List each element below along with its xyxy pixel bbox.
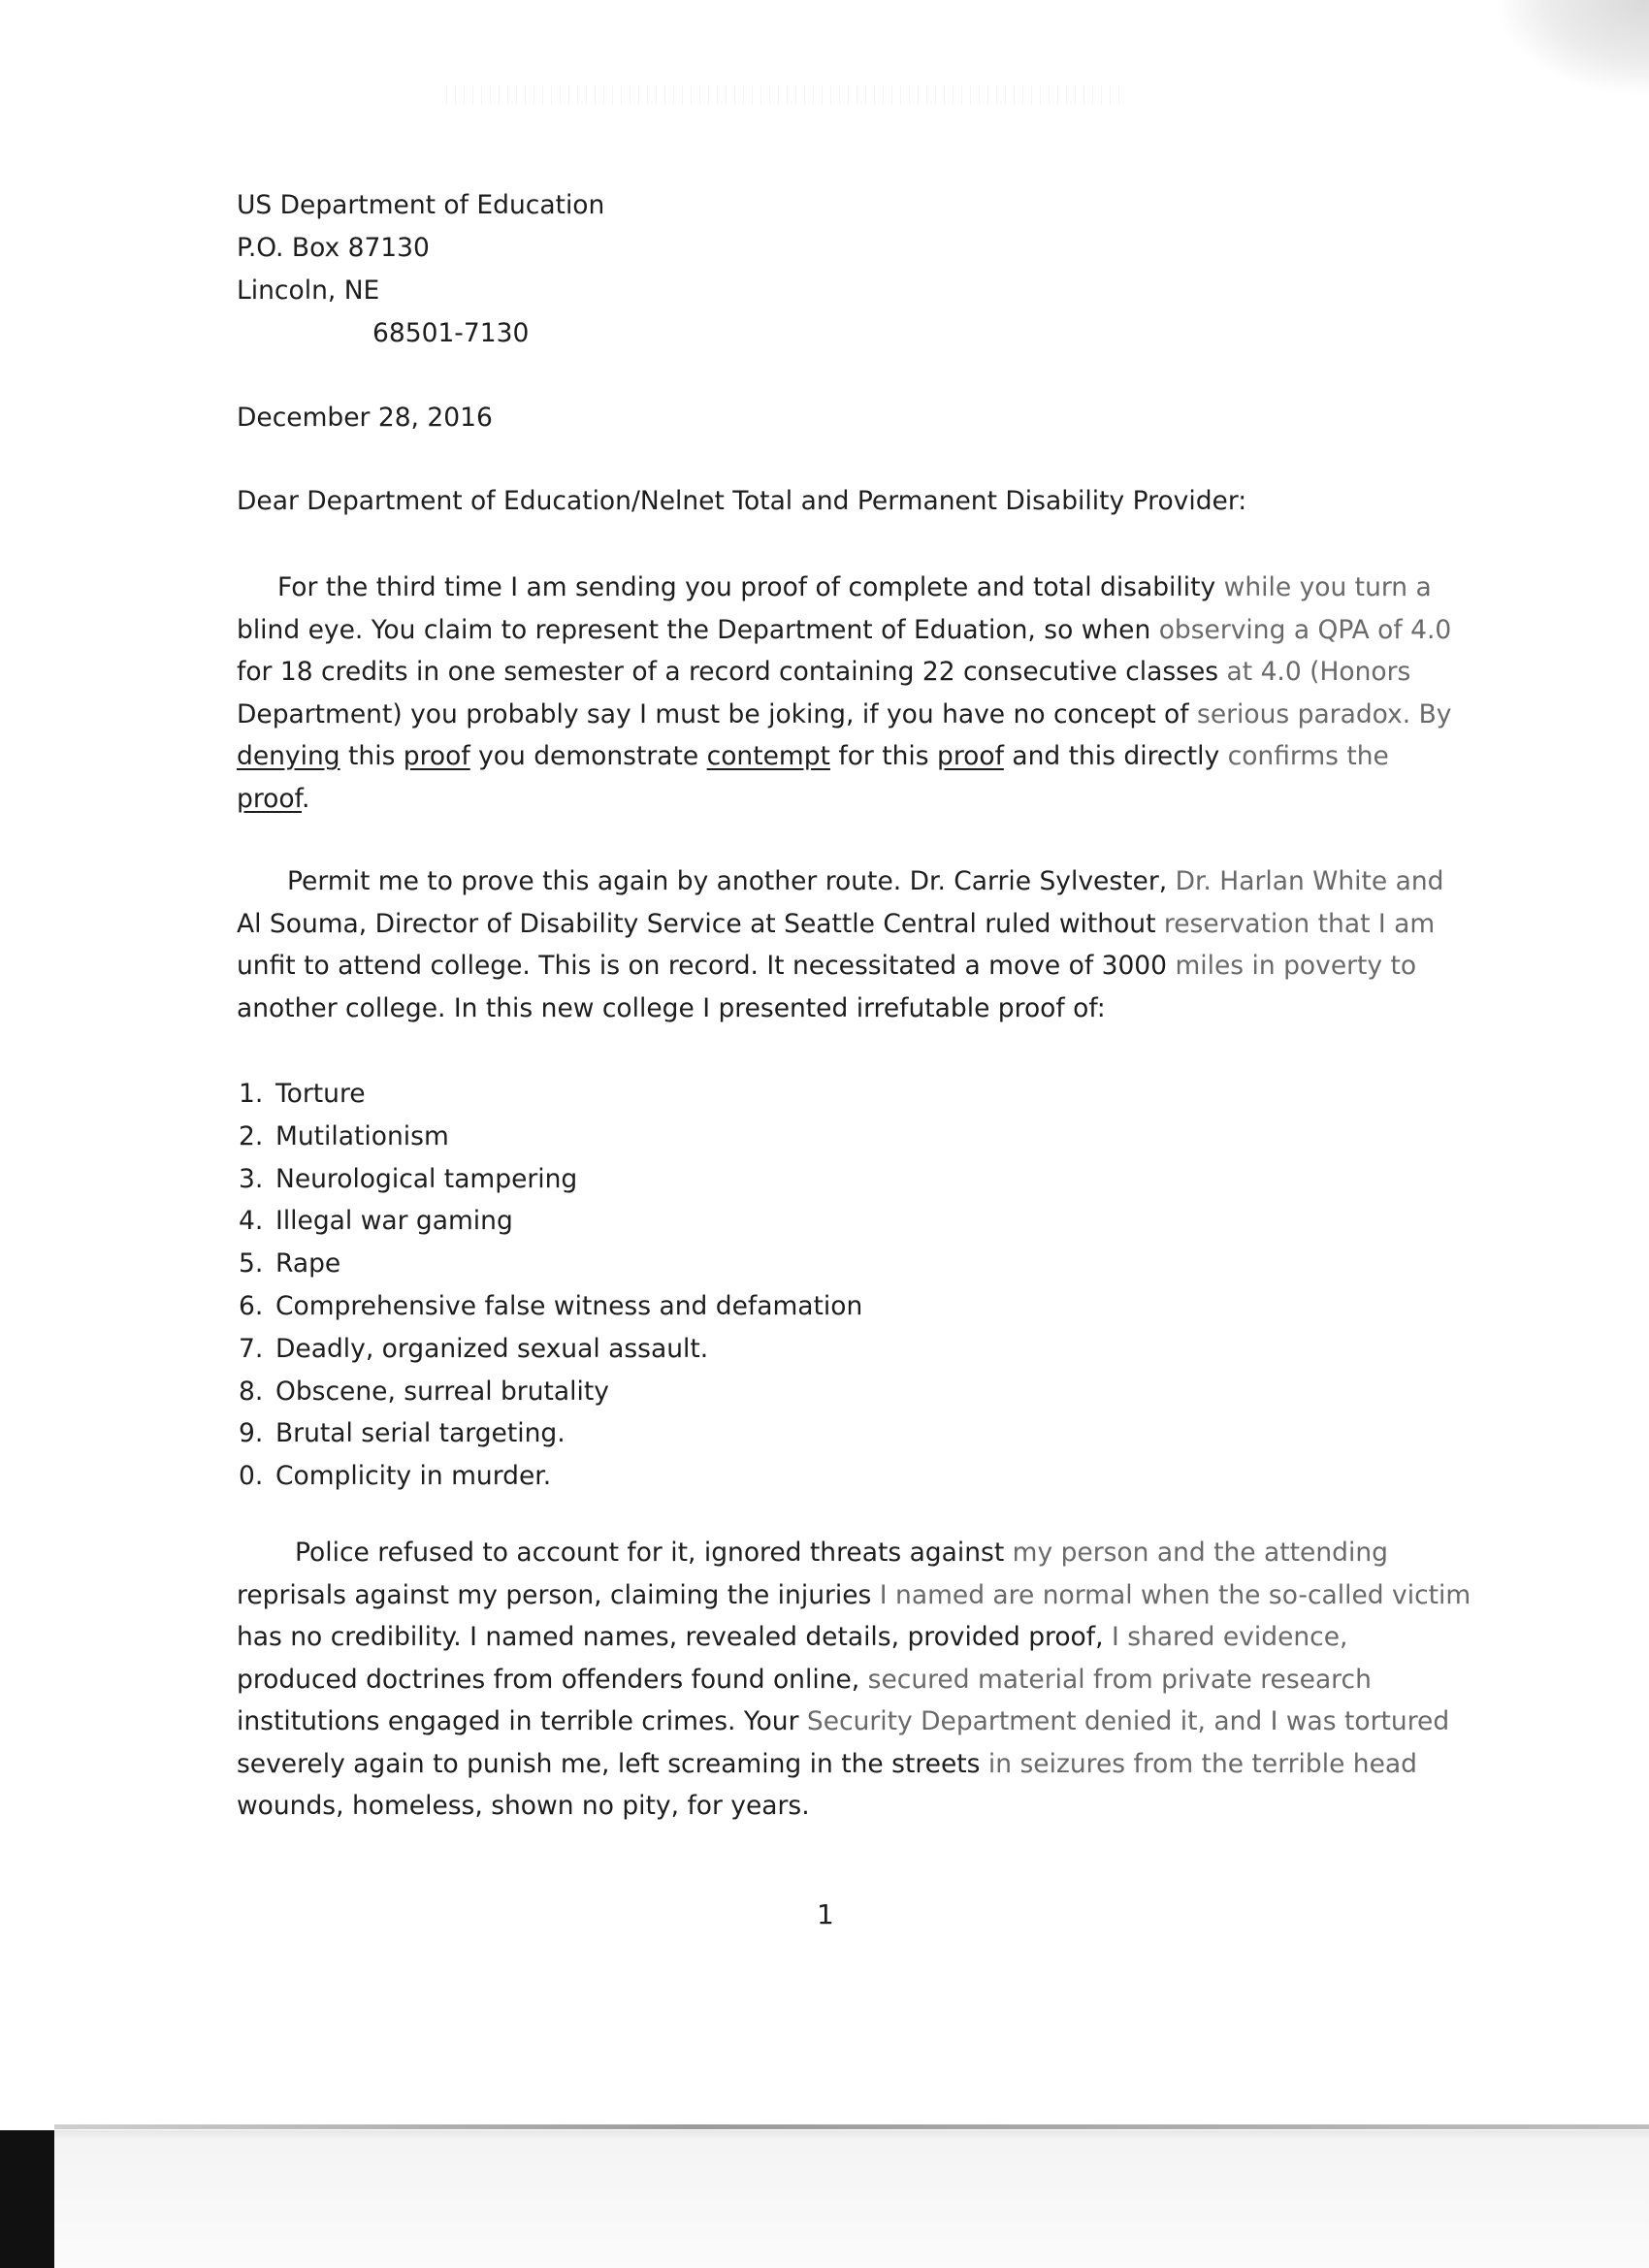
text-span: reprisals against my person, claiming the injuries: [237, 1579, 880, 1610]
list-item-number: 2.: [239, 1120, 264, 1151]
list-item-text: Neurological tampering: [275, 1163, 578, 1194]
faded-text-span: secured material from private research: [867, 1664, 1372, 1695]
list-item: [239, 1377, 862, 1419]
list-item-text: Torture: [275, 1079, 366, 1109]
list-item: [239, 1291, 862, 1334]
paragraph-2-line: [237, 951, 1444, 993]
recipient-po-box: P.O. Box 87130: [237, 233, 430, 263]
underlined-word-proof: proof: [937, 741, 1004, 771]
list-item-number: 9.: [239, 1418, 264, 1449]
paragraph-3: [237, 1538, 1471, 1833]
text-span: blind eye. You claim to represent the Department of Eduation, so when: [237, 614, 1159, 645]
text-span: severely again to punish me, left screaming in the streets: [237, 1748, 988, 1779]
paragraph-2-line: [237, 993, 1444, 1036]
faded-text-span: observing a QPA of 4.0: [1158, 614, 1452, 645]
list-item: [239, 1121, 862, 1164]
faded-text-span: miles in poverty to: [1175, 951, 1417, 981]
recipient-city-state: Lincoln, NE: [237, 275, 380, 306]
list-item-number: 6.: [239, 1290, 264, 1321]
letter-date: December 28, 2016: [237, 403, 493, 433]
faded-text-span: confirms the: [1227, 741, 1389, 771]
list-item: [239, 1418, 862, 1461]
scan-corner-shadow: [1494, 0, 1649, 97]
text-span: institutions engaged in terrible crimes. Your: [237, 1706, 807, 1736]
list-item-text: Brutal serial targeting.: [275, 1418, 566, 1449]
paragraph-2-line: [237, 866, 1444, 909]
faded-text-span: serious paradox. By: [1197, 698, 1452, 729]
list-item-number: 7.: [239, 1333, 264, 1364]
paragraph-3-line: [237, 1538, 1471, 1580]
text-span: for 18 credits in one semester of a record containing 22 consecutive classes: [237, 657, 1227, 687]
paragraph-3-line: [237, 1622, 1471, 1665]
underlined-word-contempt: contempt: [706, 741, 830, 771]
text-span: Department) you probably say I must be joking, if you have no concept of: [237, 698, 1198, 729]
underlined-word-proof: proof: [237, 783, 302, 814]
list-item-text: Comprehensive false witness and defamation: [275, 1290, 863, 1321]
paragraph-1-line: [237, 699, 1451, 742]
text-span: unfit to attend college. This is on record. It necessitated a move of 3000: [237, 951, 1176, 981]
paragraph-3-line: [237, 1665, 1471, 1707]
underlined-word-denying: denying: [237, 741, 340, 771]
scan-noise: [446, 85, 1125, 105]
faded-text-span: while you turn a: [1215, 572, 1432, 602]
scanner-bed: [0, 2130, 1649, 2268]
paragraph-1: [237, 572, 1451, 826]
list-item: [239, 1079, 862, 1121]
text-span: this: [340, 741, 404, 771]
faded-text-span: I shared evidence,: [1111, 1622, 1348, 1652]
text-span: Police refused to account for it, ignored threats against: [295, 1538, 1013, 1568]
list-item-number: 1.: [239, 1079, 264, 1109]
page-number: 1: [817, 1898, 834, 1930]
list-item-text: Deadly, organized sexual assault.: [275, 1333, 709, 1364]
text-span: Permit me to prove this again by another route. Dr. Carrie Sylvester,: [287, 866, 1176, 896]
list-item: [239, 1248, 862, 1291]
list-item: [239, 1206, 862, 1248]
faded-text-span: at 4.0 (Honors: [1226, 657, 1411, 687]
text-span: .: [301, 783, 310, 814]
list-item-number: 5.: [239, 1248, 264, 1280]
list-item-number: 8.: [239, 1376, 264, 1407]
paragraph-1-line: [237, 784, 1451, 826]
paragraph-3-line: [237, 1580, 1471, 1623]
paragraph-2-line: [237, 909, 1444, 952]
text-span: Al Souma, Director of Disability Service at Seattle Central ruled without: [237, 908, 1164, 939]
paragraph-2: [237, 866, 1444, 1035]
text-span: and this directly: [1003, 741, 1228, 771]
faded-text-span: reservation that I am: [1163, 908, 1436, 939]
list-item: [239, 1461, 862, 1504]
recipient-zip: 68501-7130: [372, 318, 530, 348]
faded-text-span: Dr. Harlan White and: [1175, 866, 1444, 896]
text-span: wounds, homeless, shown no pity, for years.: [237, 1791, 810, 1821]
paragraph-1-line: [237, 615, 1451, 658]
list-item-text: Rape: [275, 1248, 341, 1280]
recipient-address: [237, 190, 604, 361]
faded-text-span: Security Department denied it, and I was tortured: [806, 1706, 1450, 1736]
scanner-lid-edge: [0, 2130, 54, 2268]
list-item: [239, 1164, 862, 1207]
paragraph-3-line: [237, 1706, 1471, 1749]
list-item-text: Obscene, surreal brutality: [275, 1376, 609, 1407]
list-item-text: Illegal war gaming: [275, 1206, 513, 1237]
text-span: for this: [829, 741, 938, 771]
faded-text-span: in seizures from the terrible head: [987, 1748, 1417, 1779]
faded-text-span: my person and the attending: [1012, 1538, 1388, 1568]
paragraph-3-line: [237, 1791, 1471, 1833]
list-item: [239, 1334, 862, 1377]
list-item-number: 4.: [239, 1206, 264, 1237]
faded-text-span: I named are normal when the so-called victim: [879, 1579, 1471, 1610]
text-span: For the third time I am sending you proof of complete and total disability: [277, 572, 1216, 602]
list-item-text: Complicity in murder.: [275, 1461, 552, 1492]
text-span: has no credibility. I named names, revealed details, provided proof,: [237, 1622, 1112, 1652]
list-item-number: 0.: [239, 1461, 264, 1492]
numbered-list: [239, 1079, 862, 1504]
paragraph-1-line: [237, 741, 1451, 784]
text-span: produced doctrines from offenders found online,: [237, 1664, 868, 1695]
recipient-name: US Department of Education: [237, 190, 605, 220]
paragraph-3-line: [237, 1749, 1471, 1792]
salutation: Dear Department of Education/Nelnet Total and Permanent Disability Provider:: [237, 486, 1247, 516]
list-item-text: Mutilationism: [275, 1120, 449, 1151]
list-item-number: 3.: [239, 1163, 264, 1194]
text-span: you demonstrate: [469, 741, 707, 771]
scan-page-edge: [54, 2124, 1649, 2129]
underlined-word-proof: proof: [403, 741, 470, 771]
paragraph-1-line: [237, 657, 1451, 699]
text-span: another college. In this new college I presented irrefutable proof of:: [237, 992, 1106, 1023]
paragraph-1-line: [237, 572, 1451, 615]
